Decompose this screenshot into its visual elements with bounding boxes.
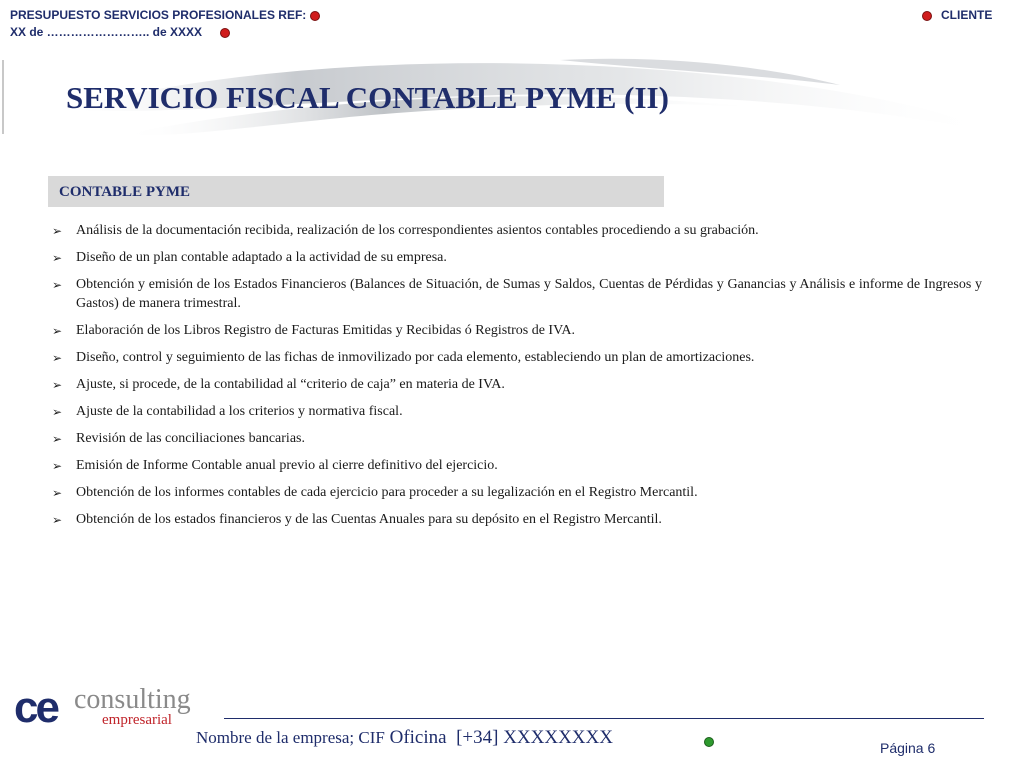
- arrow-bullet-icon: ➢: [52, 431, 63, 446]
- header-date-label: XX de …………………….. de XXXX: [10, 25, 203, 39]
- arrow-bullet-icon: ➢: [52, 512, 63, 527]
- list-item-text: Elaboración de los Libros Registro de Facturas Emitidas y Recibidas ó Registros de IVA.: [76, 322, 575, 338]
- arrow-bullet-icon: ➢: [52, 323, 63, 338]
- page-title: SERVICIO FISCAL CONTABLE PYME (II): [66, 80, 669, 115]
- page-number: Página 6: [880, 740, 936, 756]
- red-dot-icon: [310, 11, 320, 21]
- company-logo: [14, 686, 214, 728]
- red-dot-icon: [922, 11, 932, 21]
- arrow-bullet-icon: ➢: [52, 350, 63, 365]
- list-item-text: Obtención y emisión de los Estados Financieros (Balances de Situación, de Sumas y Saldos, Cuentas de Pérdidas y Ganancias y Análisis e informe de Ingresos y Gastos) de manera trimestral.: [76, 277, 982, 311]
- list-item: [52, 222, 982, 241]
- arrow-bullet-icon: ➢: [52, 404, 63, 419]
- list-item: [52, 322, 982, 341]
- section-title: CONTABLE PYME: [59, 184, 190, 200]
- list-item-text: Emisión de Informe Contable anual previo al cierre definitivo del ejercicio.: [76, 457, 498, 473]
- arrow-bullet-icon: ➢: [52, 278, 63, 292]
- service-list: [52, 222, 982, 538]
- footer-rule: [224, 718, 984, 719]
- left-accent-bar: [2, 60, 4, 134]
- arrow-bullet-icon: ➢: [52, 377, 63, 392]
- header-client-label: CLIENTE: [941, 8, 993, 22]
- arrow-bullet-icon: ➢: [52, 251, 63, 265]
- list-item-text: Diseño, control y seguimiento de las fichas de inmovilizado por cada elemento, estableciendo un plan de amortizaciones.: [76, 349, 755, 365]
- logo-mark: ce: [14, 686, 57, 728]
- arrow-bullet-icon: ➢: [52, 485, 63, 500]
- list-item-text: Ajuste de la contabilidad a los criterios y normativa fiscal.: [76, 403, 403, 419]
- footer-company-info: [196, 727, 613, 749]
- arrow-bullet-icon: ➢: [52, 458, 63, 473]
- arrow-bullet-icon: ➢: [52, 224, 63, 238]
- list-item-text: Ajuste, si procede, de la contabilidad al “criterio de caja” en materia de IVA.: [76, 376, 505, 392]
- footer-company: Nombre de la empresa; CIF: [196, 728, 385, 747]
- list-item: [52, 430, 982, 449]
- list-item-text: Análisis de la documentación recibida, realización de los correspondientes asientos contables procediendo a su grabación.: [76, 223, 759, 238]
- footer-office: Oficina: [389, 727, 447, 748]
- list-item: [52, 457, 982, 476]
- list-item: [52, 249, 982, 268]
- list-item-text: Obtención de los estados financieros y de las Cuentas Anuales para su depósito en el Registro Mercantil.: [76, 511, 662, 527]
- list-item: [52, 376, 982, 395]
- section-header-box: [48, 176, 664, 207]
- list-item-text: Obtención de los informes contables de cada ejercicio para proceder a su legalización en el Registro Mercantil.: [76, 484, 698, 500]
- list-item-text: Revisión de las conciliaciones bancarias.: [76, 430, 305, 446]
- green-dot-icon: [704, 737, 714, 747]
- header-reference-label: PRESUPUESTO SERVICIOS PROFESIONALES REF:: [10, 8, 307, 22]
- list-item-text: Diseño de un plan contable adaptado a la actividad de su empresa.: [76, 250, 447, 265]
- list-item: [52, 403, 982, 422]
- footer-phone: [+34] XXXXXXXX: [456, 727, 613, 748]
- list-item: [52, 349, 982, 368]
- red-dot-icon: [220, 28, 230, 38]
- logo-word-empresarial: empresarial: [102, 712, 172, 728]
- list-item: [52, 484, 982, 503]
- logo-word-consulting: consulting: [74, 686, 191, 715]
- list-item: [52, 511, 982, 530]
- list-item: [52, 276, 982, 313]
